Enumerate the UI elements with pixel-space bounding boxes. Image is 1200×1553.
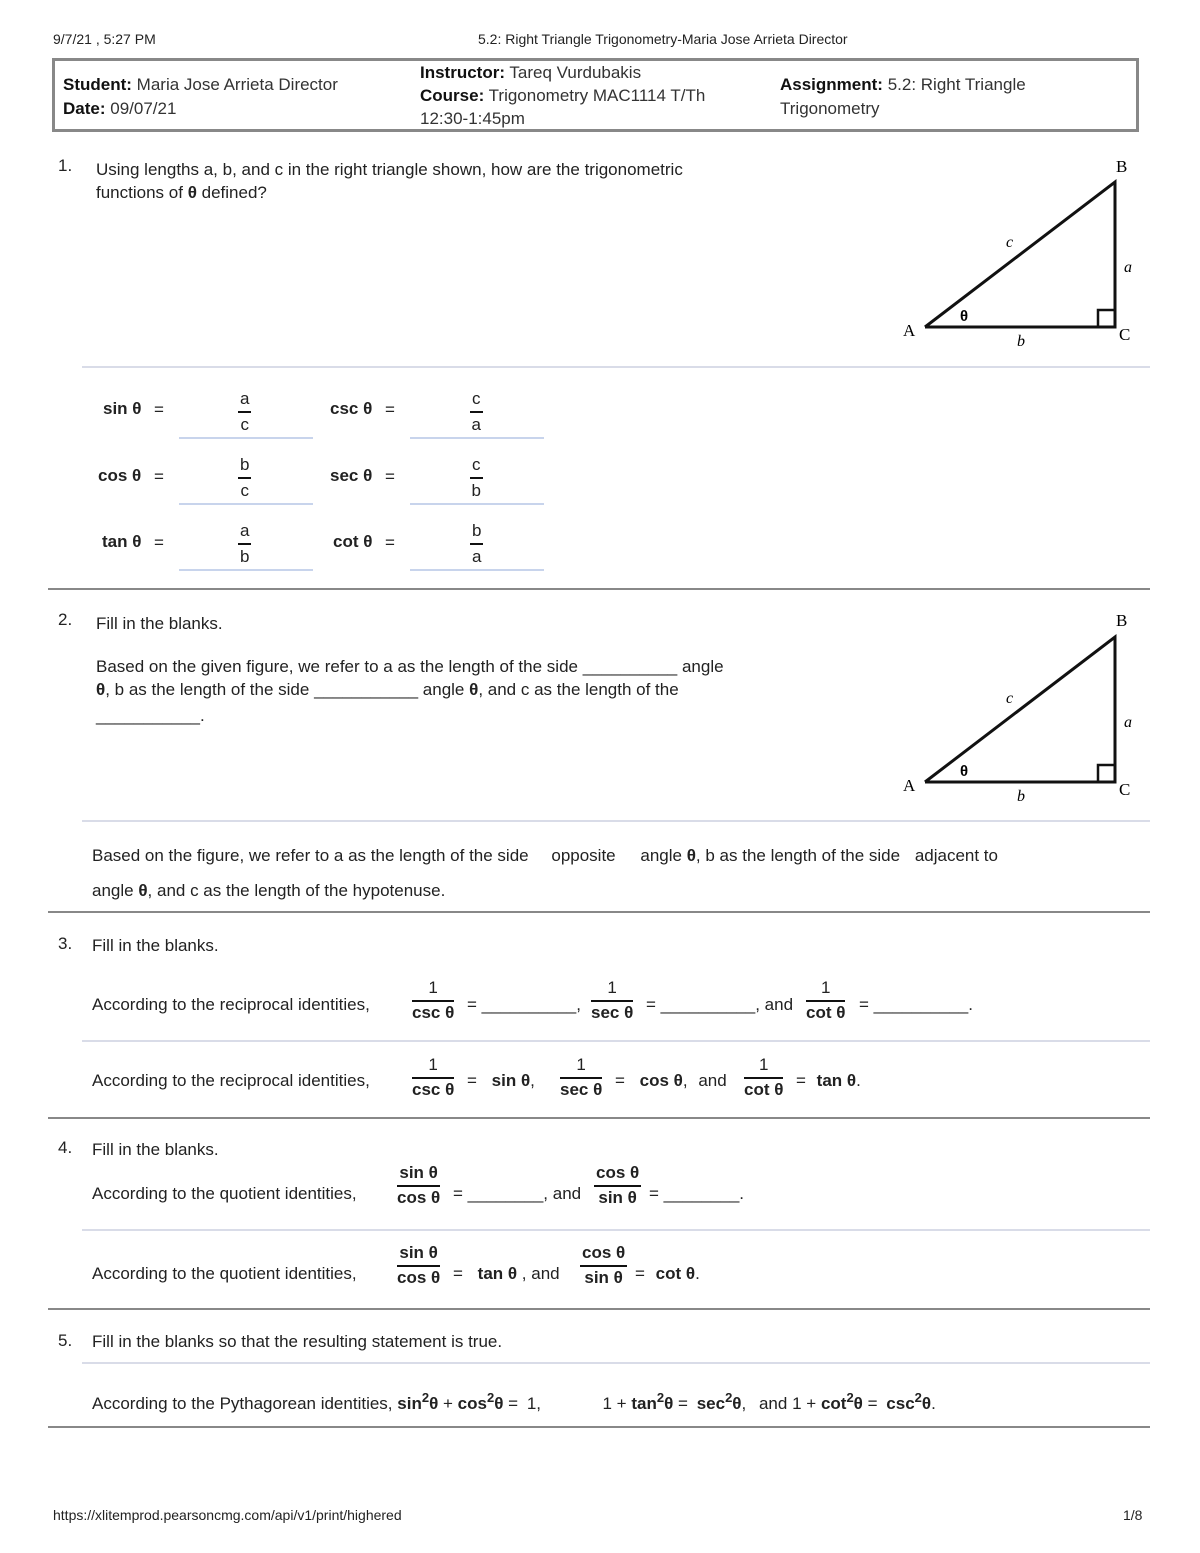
q1-ans-sec bbox=[470, 454, 483, 501]
denominator: cos θ bbox=[397, 1268, 441, 1287]
denominator: c bbox=[240, 415, 249, 434]
q2-answer-divider bbox=[82, 820, 1150, 822]
theta-symbol: θ bbox=[853, 1394, 863, 1413]
side-c-label: c bbox=[1006, 234, 1014, 251]
period: . bbox=[440, 881, 446, 900]
q2-body-line3: ___________. bbox=[96, 706, 205, 725]
blank: __________ bbox=[481, 995, 577, 1014]
q4-answer-lead: According to the quotient identities, bbox=[92, 1264, 357, 1283]
numerator: 1 bbox=[576, 1055, 586, 1074]
q5-ans-one: 1 bbox=[526, 1394, 537, 1413]
denominator: a bbox=[471, 415, 481, 434]
angle-theta-label: θ bbox=[960, 763, 969, 780]
q2-ans-hypotenuse: hypotenuse bbox=[352, 881, 441, 900]
q3-ans-tan: tan θ bbox=[816, 1071, 857, 1090]
denominator: sin θ bbox=[598, 1188, 637, 1207]
q1-eq: = bbox=[154, 533, 164, 552]
vertex-c-label: C bbox=[1119, 325, 1131, 344]
equals: = bbox=[508, 1394, 519, 1413]
question-divider bbox=[48, 588, 1150, 590]
q5-answer-divider bbox=[82, 1362, 1150, 1364]
question-divider bbox=[48, 1426, 1150, 1428]
numerator: c bbox=[472, 389, 481, 408]
numerator: c bbox=[472, 455, 481, 474]
numerator: 1 bbox=[607, 978, 617, 997]
course-label: Course: bbox=[420, 86, 485, 105]
vertex-a-label: A bbox=[903, 321, 916, 340]
q1-prompt-line1: Using lengths a, b, and c in the right triangle shown, how are the trigonometric bbox=[96, 160, 683, 179]
q3-frac-sec bbox=[591, 978, 633, 1023]
denominator: cot θ bbox=[806, 1003, 846, 1022]
answer-underline bbox=[179, 437, 313, 439]
q4-prompt: Fill in the blanks. bbox=[92, 1140, 219, 1159]
q2-ans-text: Based on the figure, we refer to a as the length of the side bbox=[92, 846, 529, 865]
q3-ans-frac-csc bbox=[412, 1055, 454, 1100]
q5-ans-sec: sec bbox=[696, 1394, 726, 1413]
vertex-b-label: B bbox=[1116, 157, 1128, 176]
q3-eq-blank-3: = __________. bbox=[859, 995, 973, 1014]
q3-ans-2: = cos θ, and bbox=[615, 1071, 727, 1090]
denominator: a bbox=[472, 547, 482, 566]
assignment-label: Assignment: bbox=[780, 75, 883, 94]
print-title: 5.2: Right Triangle Trigonometry-Maria Jose Arrieta Director bbox=[478, 31, 848, 47]
q4-ans-cot: cot θ bbox=[655, 1264, 696, 1283]
q2-ans-text: , and c as the length of the bbox=[147, 881, 348, 900]
denominator: csc θ bbox=[412, 1003, 455, 1022]
instructor-name: Tareq Vurdubakis bbox=[509, 63, 642, 82]
q1-number: 1. bbox=[58, 156, 73, 175]
answer-underline bbox=[410, 437, 544, 439]
theta-symbol: θ bbox=[494, 1394, 504, 1413]
q1-fn-sin: sin θ bbox=[103, 399, 142, 418]
numerator: cos θ bbox=[582, 1243, 626, 1262]
q4-ans-tan: tan θ bbox=[477, 1264, 518, 1283]
plus: + bbox=[806, 1394, 817, 1413]
q5-lead: According to the Pythagorean identities, bbox=[92, 1394, 393, 1413]
assignment-name-cont: Trigonometry bbox=[780, 99, 880, 118]
student-block bbox=[63, 73, 338, 121]
q5-answer: According to the Pythagorean identities, $\sin^2\theta + \cos^2\theta = 1$, $1 + \tan^2\theta = \sec^2\theta$, and $1 + \cot^2\theta = \csc^2\theta$. bbox=[92, 1390, 936, 1413]
sin-fn: sin bbox=[397, 1394, 422, 1413]
q3-answer-divider bbox=[82, 1040, 1150, 1042]
q4-eq-blank-2: = ________. bbox=[649, 1184, 745, 1203]
q2-ans-text: angle bbox=[92, 881, 134, 900]
date-label: Date: bbox=[63, 99, 106, 118]
date-value: 09/07/21 bbox=[110, 99, 177, 118]
denominator: sec θ bbox=[591, 1003, 634, 1022]
plus: + bbox=[616, 1394, 627, 1413]
denominator: cot θ bbox=[744, 1080, 784, 1099]
q5-ans-csc: csc bbox=[886, 1394, 915, 1413]
q4-ans-frac-cos-sin bbox=[580, 1243, 627, 1288]
angle-theta-label: θ bbox=[960, 308, 969, 325]
denominator: sin θ bbox=[584, 1268, 623, 1287]
side-a-label: a bbox=[1124, 259, 1132, 276]
numerator: cos θ bbox=[596, 1163, 640, 1182]
theta-symbol: θ bbox=[138, 881, 148, 900]
q1-fn-sec: sec θ bbox=[330, 466, 373, 485]
answer-underline bbox=[179, 503, 313, 505]
theta-symbol: θ bbox=[96, 680, 106, 699]
numerator: 1 bbox=[428, 978, 438, 997]
theta-symbol: θ bbox=[664, 1394, 674, 1413]
q1-eq: = bbox=[154, 400, 164, 419]
q3-frac-csc bbox=[412, 978, 454, 1023]
q1-eq: = bbox=[385, 467, 395, 486]
q4-frac-sin-cos bbox=[397, 1163, 440, 1208]
exponent: 2 bbox=[846, 1390, 854, 1405]
denominator: csc θ bbox=[412, 1080, 455, 1099]
q1-prompt bbox=[96, 158, 683, 204]
q3-ans-3: = tan θ. bbox=[796, 1071, 861, 1090]
exponent: 2 bbox=[656, 1390, 665, 1405]
q3-prompt: Fill in the blanks. bbox=[92, 936, 219, 955]
one: 1 bbox=[602, 1394, 612, 1413]
numerator: 1 bbox=[428, 1055, 438, 1074]
q4-number: 4. bbox=[58, 1138, 73, 1157]
page-number: 1/8 bbox=[1123, 1507, 1143, 1523]
plus: + bbox=[443, 1394, 453, 1413]
and-word: and bbox=[758, 1394, 788, 1413]
numerator: 1 bbox=[820, 978, 831, 997]
one: 1 bbox=[792, 1394, 802, 1413]
q1-ans-csc bbox=[470, 388, 483, 435]
q3-ans-cos: cos θ bbox=[639, 1071, 683, 1090]
q4-ans-frac-sin-cos bbox=[397, 1243, 440, 1288]
numerator: a bbox=[240, 521, 250, 540]
q2-body bbox=[96, 655, 816, 727]
numerator: 1 bbox=[758, 1055, 769, 1074]
q3-frac-cot bbox=[806, 978, 845, 1023]
q5-prompt: Fill in the blanks so that the resulting statement is true. bbox=[92, 1332, 503, 1351]
blank: ________ bbox=[663, 1184, 740, 1203]
side-a-label: a bbox=[1124, 714, 1132, 731]
blank: ________ bbox=[467, 1184, 544, 1203]
q1-fn-csc: csc θ bbox=[330, 399, 373, 418]
right-triangle-figure-2 bbox=[895, 605, 1145, 810]
q1-prompt-pre: functions of bbox=[96, 183, 183, 202]
q2-answer bbox=[92, 838, 1142, 908]
q3-number: 3. bbox=[58, 934, 73, 953]
assignment-name: 5.2: Right Triangle bbox=[887, 75, 1026, 94]
numerator: sin θ bbox=[399, 1163, 438, 1182]
q1-answer-divider bbox=[82, 366, 1150, 368]
student-name: Maria Jose Arrieta Director bbox=[136, 75, 338, 94]
theta-symbol: θ bbox=[732, 1394, 742, 1413]
q3-ans-sin: sin θ bbox=[491, 1071, 531, 1090]
vertex-c-label: C bbox=[1119, 780, 1131, 799]
numerator: a bbox=[240, 389, 250, 408]
question-divider bbox=[48, 1117, 1150, 1119]
question-divider bbox=[48, 911, 1150, 913]
vertex-a-label: A bbox=[903, 776, 916, 795]
and-word: and bbox=[531, 1264, 560, 1283]
q1-ans-sin bbox=[238, 388, 251, 435]
denominator: c bbox=[240, 481, 249, 500]
q5-number: 5. bbox=[58, 1331, 73, 1350]
q1-eq: = bbox=[385, 533, 395, 552]
side-c-label: c bbox=[1006, 690, 1014, 707]
q1-eq: = bbox=[154, 467, 164, 486]
q1-fn-tan: tan θ bbox=[102, 532, 142, 551]
student-label: Student: bbox=[63, 75, 132, 94]
answer-underline bbox=[410, 503, 544, 505]
side-b-label: b bbox=[1017, 788, 1025, 805]
theta-symbol: θ bbox=[686, 846, 696, 865]
q1-ans-tan bbox=[238, 520, 251, 567]
theta-symbol: θ bbox=[429, 1394, 439, 1413]
q2-ans-text: angle bbox=[640, 846, 682, 865]
exponent: 2 bbox=[421, 1390, 430, 1405]
and-word: and bbox=[552, 1184, 582, 1203]
q2-ans-opposite: opposite bbox=[551, 846, 616, 865]
tan-fn: tan bbox=[631, 1394, 657, 1413]
cos-fn: cos bbox=[457, 1394, 487, 1413]
q2-body-line2: , b as the length of the side ___________ angle bbox=[105, 680, 465, 699]
theta-symbol: θ bbox=[187, 183, 197, 202]
denominator: b bbox=[240, 547, 250, 566]
denominator: b bbox=[471, 481, 481, 500]
equals: = bbox=[678, 1394, 688, 1413]
q4-frac-cos-sin bbox=[594, 1163, 641, 1208]
q4-answer-divider bbox=[82, 1229, 1150, 1231]
theta-symbol: θ bbox=[469, 680, 479, 699]
q1-eq: = bbox=[385, 400, 395, 419]
q2-ans-text: , b as the length of the side bbox=[695, 846, 901, 865]
question-divider bbox=[48, 1308, 1150, 1310]
course-block bbox=[420, 61, 705, 130]
blank: __________ bbox=[660, 995, 756, 1014]
exponent: 2 bbox=[486, 1390, 495, 1405]
q1-prompt-post: defined? bbox=[201, 183, 267, 202]
vertex-b-label: B bbox=[1116, 611, 1128, 630]
q1-ans-cot bbox=[470, 520, 483, 567]
blank: __________ bbox=[873, 995, 969, 1014]
q3-ans-frac-sec bbox=[560, 1055, 602, 1100]
exponent: 2 bbox=[725, 1390, 733, 1405]
answer-underline bbox=[410, 569, 544, 571]
q3-eq-blank-1: = __________, bbox=[467, 995, 581, 1014]
q1-ans-cos bbox=[238, 454, 251, 501]
q2-ans-adjacent: adjacent to bbox=[914, 846, 998, 865]
q3-lead: According to the reciprocal identities, bbox=[92, 995, 370, 1014]
right-triangle-figure-1 bbox=[895, 150, 1145, 355]
footer-url: https://xlitemprod.pearsoncmg.com/api/v1/print/highered bbox=[53, 1507, 402, 1523]
q3-eq-blank-2: = __________, and bbox=[646, 995, 794, 1014]
q4-ans-1: = tan θ , and bbox=[453, 1264, 560, 1283]
course-time: 12:30-1:45pm bbox=[420, 109, 525, 128]
q2-number: 2. bbox=[58, 610, 73, 629]
denominator: cos θ bbox=[397, 1188, 441, 1207]
q3-ans-1: = sin θ, bbox=[467, 1071, 535, 1090]
theta-symbol: θ bbox=[921, 1394, 932, 1413]
numerator: b bbox=[240, 455, 250, 474]
q1-fn-cos: cos θ bbox=[98, 466, 142, 485]
q4-eq-blank-1: = ________, and bbox=[453, 1184, 582, 1203]
and-word: and bbox=[698, 1071, 727, 1090]
numerator: sin θ bbox=[399, 1243, 438, 1262]
numerator: b bbox=[472, 521, 482, 540]
q3-ans-frac-cot bbox=[744, 1055, 783, 1100]
q2-prompt: Fill in the blanks. bbox=[96, 614, 223, 633]
print-datetime: 9/7/21 , 5:27 PM bbox=[53, 31, 156, 47]
assignment-info-box bbox=[52, 58, 1139, 132]
and-word: and bbox=[764, 995, 794, 1014]
cot-fn: cot bbox=[820, 1394, 847, 1413]
q3-answer-lead: According to the reciprocal identities, bbox=[92, 1071, 370, 1090]
q2-body-line1: Based on the given figure, we refer to a as the length of the side __________ angle bbox=[96, 657, 724, 676]
instructor-label: Instructor: bbox=[420, 63, 505, 82]
q1-fn-cot: cot θ bbox=[333, 532, 373, 551]
assignment-block bbox=[780, 73, 1026, 121]
side-b-label: b bbox=[1017, 333, 1025, 350]
q4-ans-2: = cot θ. bbox=[635, 1264, 700, 1283]
q2-body-line2-end: , and c as the length of the bbox=[478, 680, 679, 699]
answer-underline bbox=[179, 569, 313, 571]
denominator: sec θ bbox=[560, 1080, 603, 1099]
exponent: 2 bbox=[914, 1390, 922, 1405]
equals: = bbox=[867, 1394, 878, 1413]
course-name: Trigonometry MAC1114 T/Th bbox=[488, 86, 706, 105]
q4-lead: According to the quotient identities, bbox=[92, 1184, 357, 1203]
